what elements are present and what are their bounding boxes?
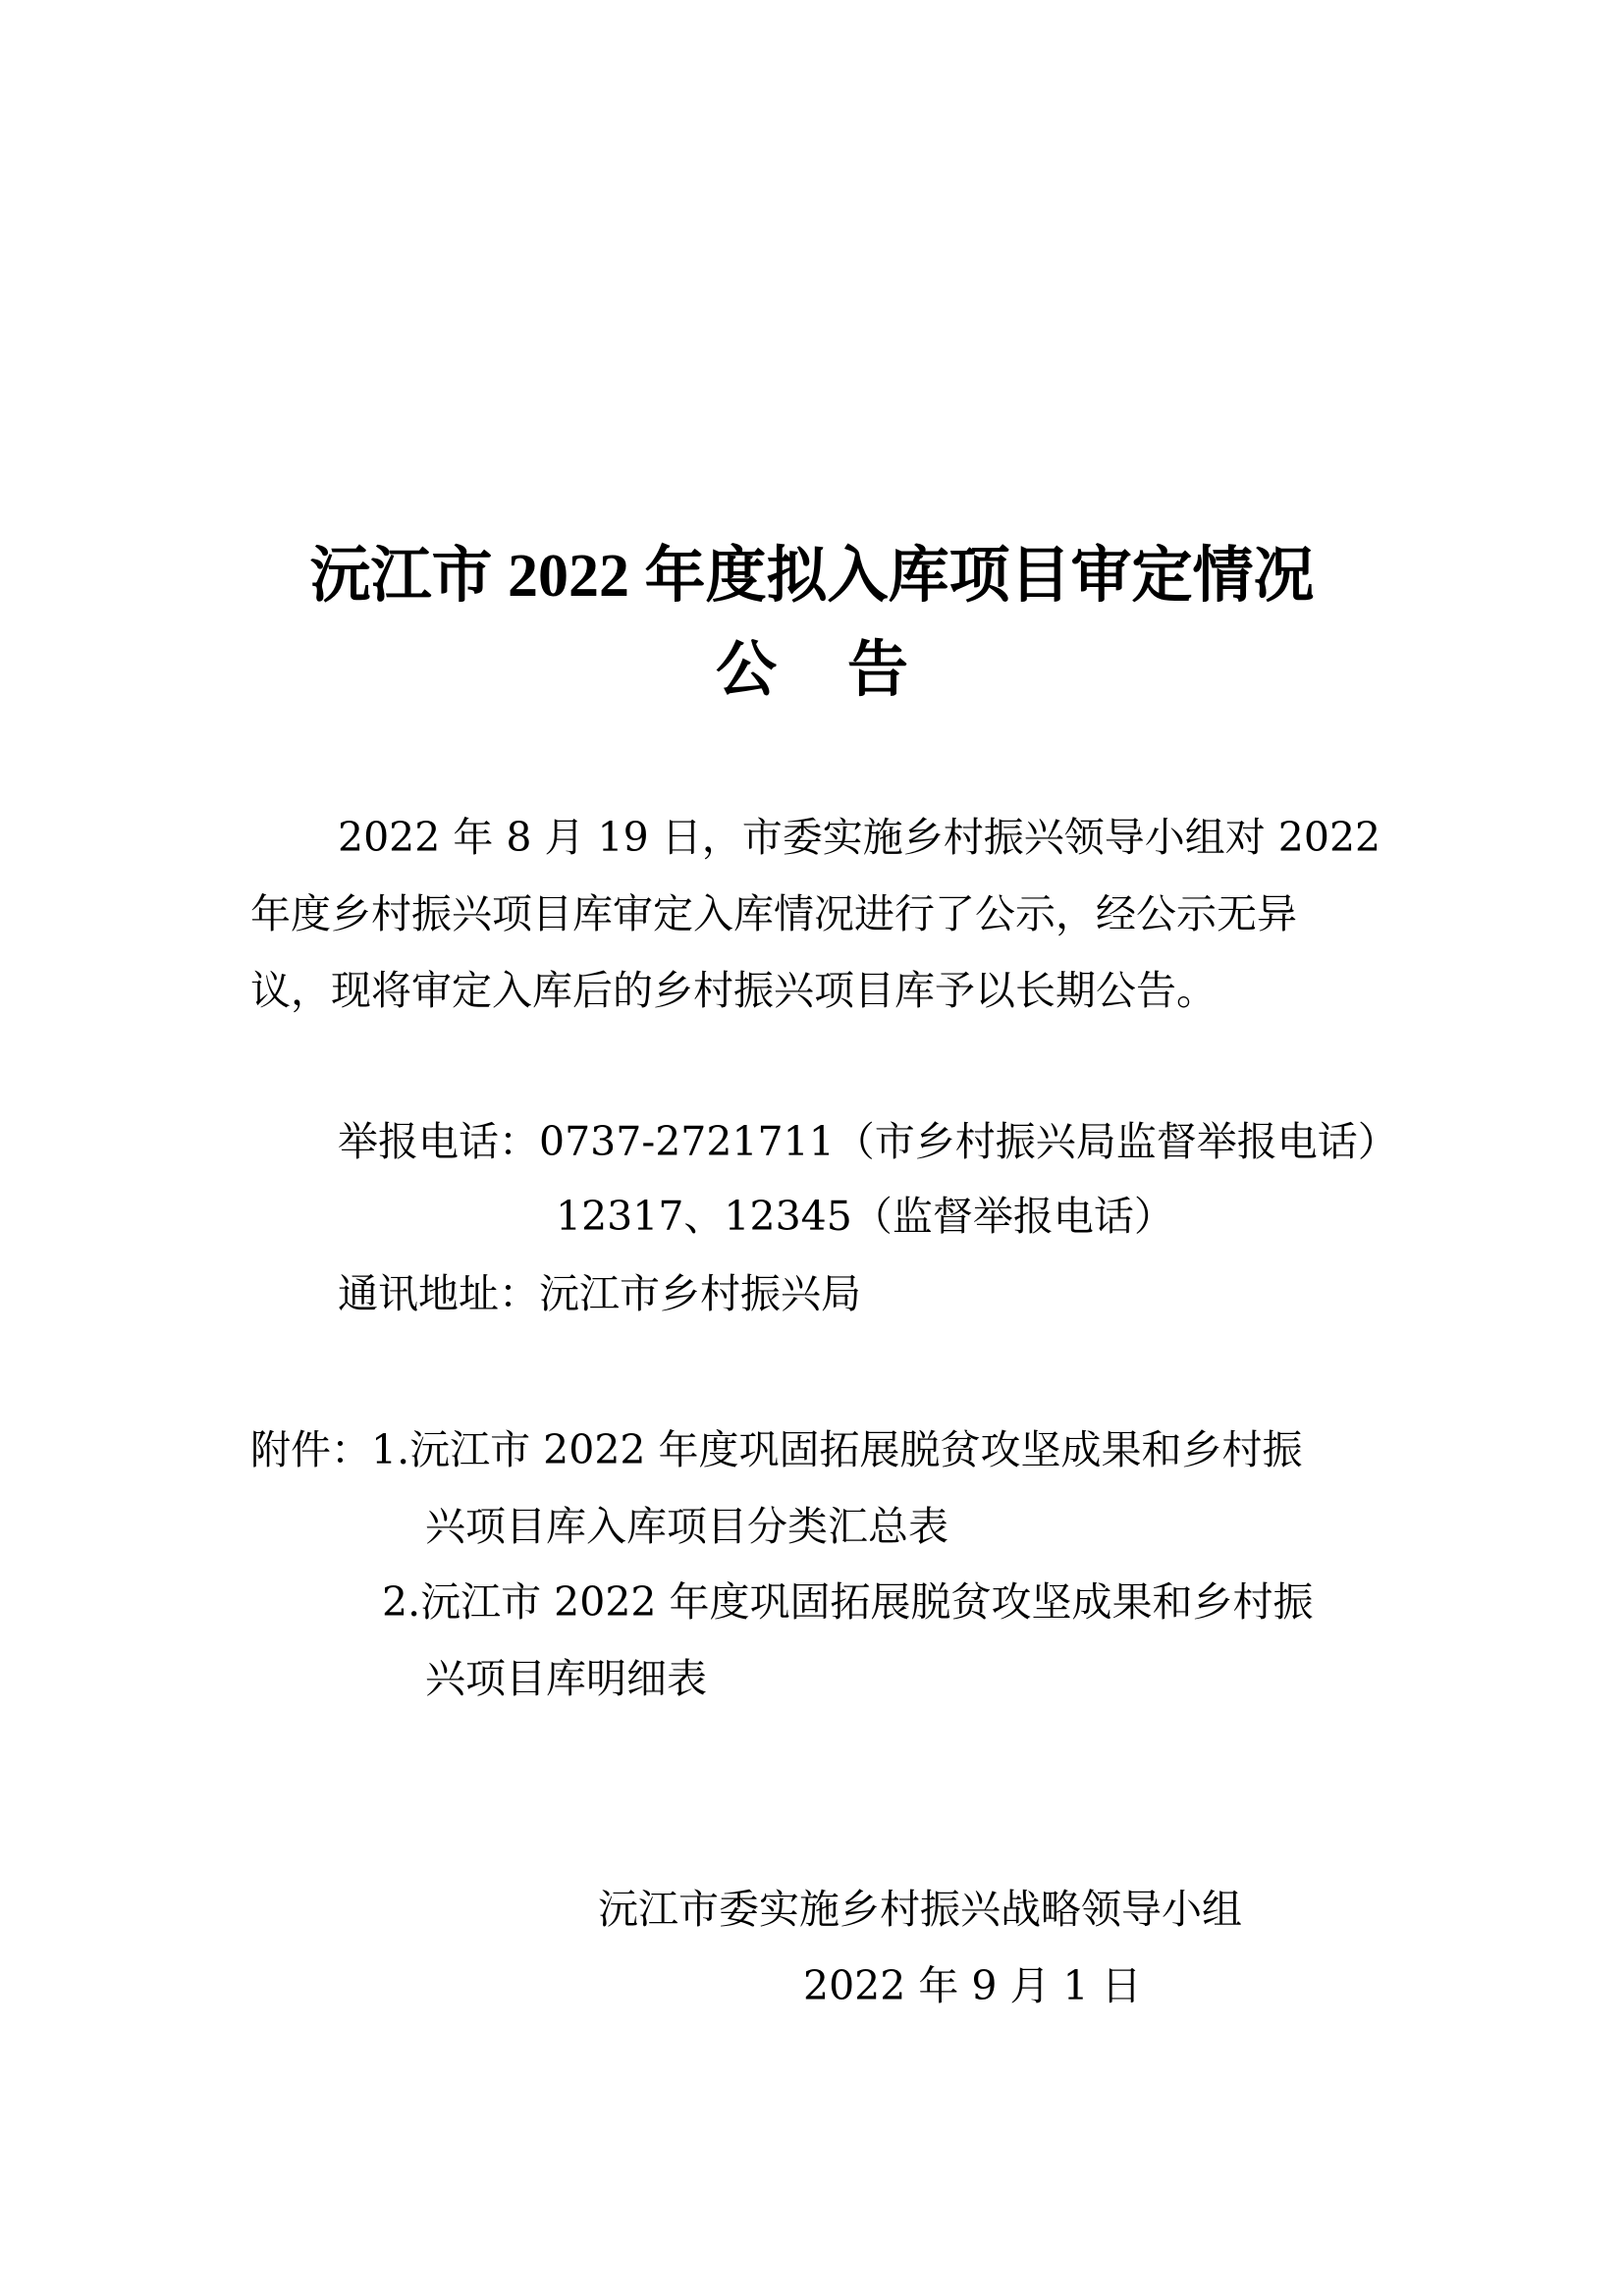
attachment-item-continuation: 兴项目库入库项目分类汇总表 xyxy=(425,1503,948,1550)
sign-date: 2022 年 9 月 1 日 xyxy=(803,1962,1142,2009)
document-title: 沅江市 2022 年度拟入库项目审定情况 xyxy=(309,543,1315,610)
signer: 沅江市委实施乡村振兴战略领导小组 xyxy=(598,1886,1242,1933)
body-paragraph-line: 议，现将审定入库后的乡村振兴项目库予以长期公告。 xyxy=(250,967,1217,1014)
body-paragraph-line: 2022 年 8 月 19 日，市委实施乡村振兴领导小组对 2022 xyxy=(338,814,1381,861)
attachment-item-continuation: 兴项目库明细表 xyxy=(425,1655,707,1702)
attachment-item: 2.沅江市 2022 年度巩固拓展脱贫攻坚成果和乡村振 xyxy=(382,1578,1314,1626)
attachment-item: 附件：1.沅江市 2022 年度巩固拓展脱贫攻坚成果和乡村振 xyxy=(250,1426,1303,1473)
address-line: 通讯地址：沅江市乡村振兴局 xyxy=(338,1270,861,1317)
report-phone-line: 举报电话：0737-2721711（市乡村振兴局监督举报电话） xyxy=(338,1118,1398,1165)
report-phone-line: 12317、12345（监督举报电话） xyxy=(556,1193,1174,1240)
document-subtitle: 公告 xyxy=(715,637,979,704)
body-paragraph-line: 年度乡村振兴项目库审定入库情况进行了公示，经公示无异 xyxy=(250,890,1297,937)
